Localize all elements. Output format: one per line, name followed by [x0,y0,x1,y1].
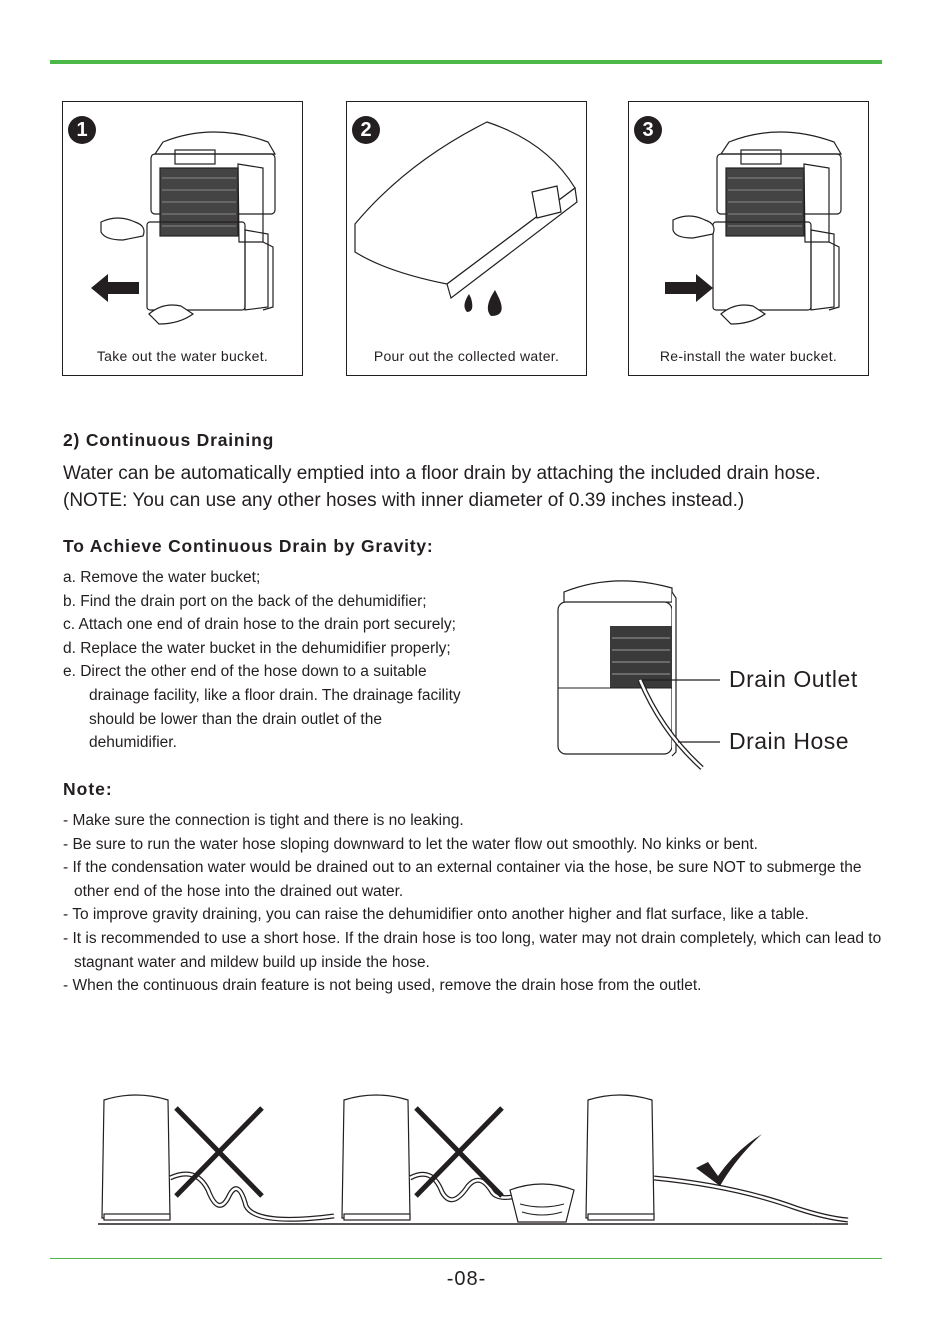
list-item: - If the condensation water would be drained out to an external container via the hose, be sure NOT to submerge the other end of the hose into the drained out water. [63,859,862,900]
step-3-panel [628,101,869,376]
list-item: c. Attach one end of drain hose to the drain port securely; [63,616,456,634]
list-item: e. Direct the other end of the hose down to a suitable [63,663,427,681]
list-item: - To improve gravity draining, you can raise the dehumidifier onto another higher and flat surface, like a table. [63,906,809,924]
bucket-pour-illustration [347,102,588,377]
list-item: should be lower than the drain outlet of the [89,710,382,728]
section-intro: Water can be automatically emptied into a floor drain by attaching the included drain hose. (NOTE: You can use any other hoses with inner diameter of 0.39 inches instead.) [63,463,821,511]
step-1-panel [62,101,303,376]
hose-placement-illustration [96,1086,852,1228]
cross-icon [416,1108,502,1196]
drain-hose-illustration [548,552,738,777]
page-number: -08- [446,1268,487,1290]
footer-rule [50,1258,882,1259]
step-number-badge: 2 [352,116,380,144]
list-item: - Make sure the connection is tight and there is no leaking. [63,812,464,829]
step-caption: Take out the water bucket. [96,348,269,364]
header-rule [50,60,882,64]
dehumidifier-remove-bucket-illustration [63,102,304,377]
dehumidifier-reinstall-bucket-illustration [629,102,870,377]
drain-outlet-label: Drain Outlet [729,666,858,692]
check-icon [696,1134,762,1186]
list-item: drainage facility, like a floor drain. The drainage facility [89,686,461,704]
gravity-heading: To Achieve Continuous Drain by Gravity: [63,536,434,556]
notes-list [63,809,883,998]
list-item: - It is recommended to use a short hose. If the drain hose is too long, water may not drain completely, which can lead to stagnant water and mildew build up inside the hose. [63,929,882,971]
list-item: a. Remove the water bucket; [63,569,261,586]
step-caption: Pour out the collected water. [373,348,560,364]
step-number-badge: 1 [68,116,96,144]
section-heading: 2) Continuous Draining [63,430,275,450]
list-item: - Be sure to run the water hose sloping downward to let the water flow out smoothly. No kinks or bent. [63,835,758,853]
cross-icon [176,1108,262,1196]
list-item: dehumidifier. [89,734,177,752]
drain-hose-label: Drain Hose [729,728,850,754]
list-item: d. Replace the water bucket in the dehumidifier properly; [63,639,451,657]
gravity-steps-list [63,566,543,755]
step-caption: Re-install the water bucket. [659,348,838,364]
list-item: - When the continuous drain feature is not being used, remove the drain hose from the outlet. [63,977,702,995]
note-heading: Note: [63,779,113,799]
list-item: b. Find the drain port on the back of the dehumidifier; [63,592,427,610]
step-number-badge: 3 [634,116,662,144]
step-2-panel [346,101,587,376]
